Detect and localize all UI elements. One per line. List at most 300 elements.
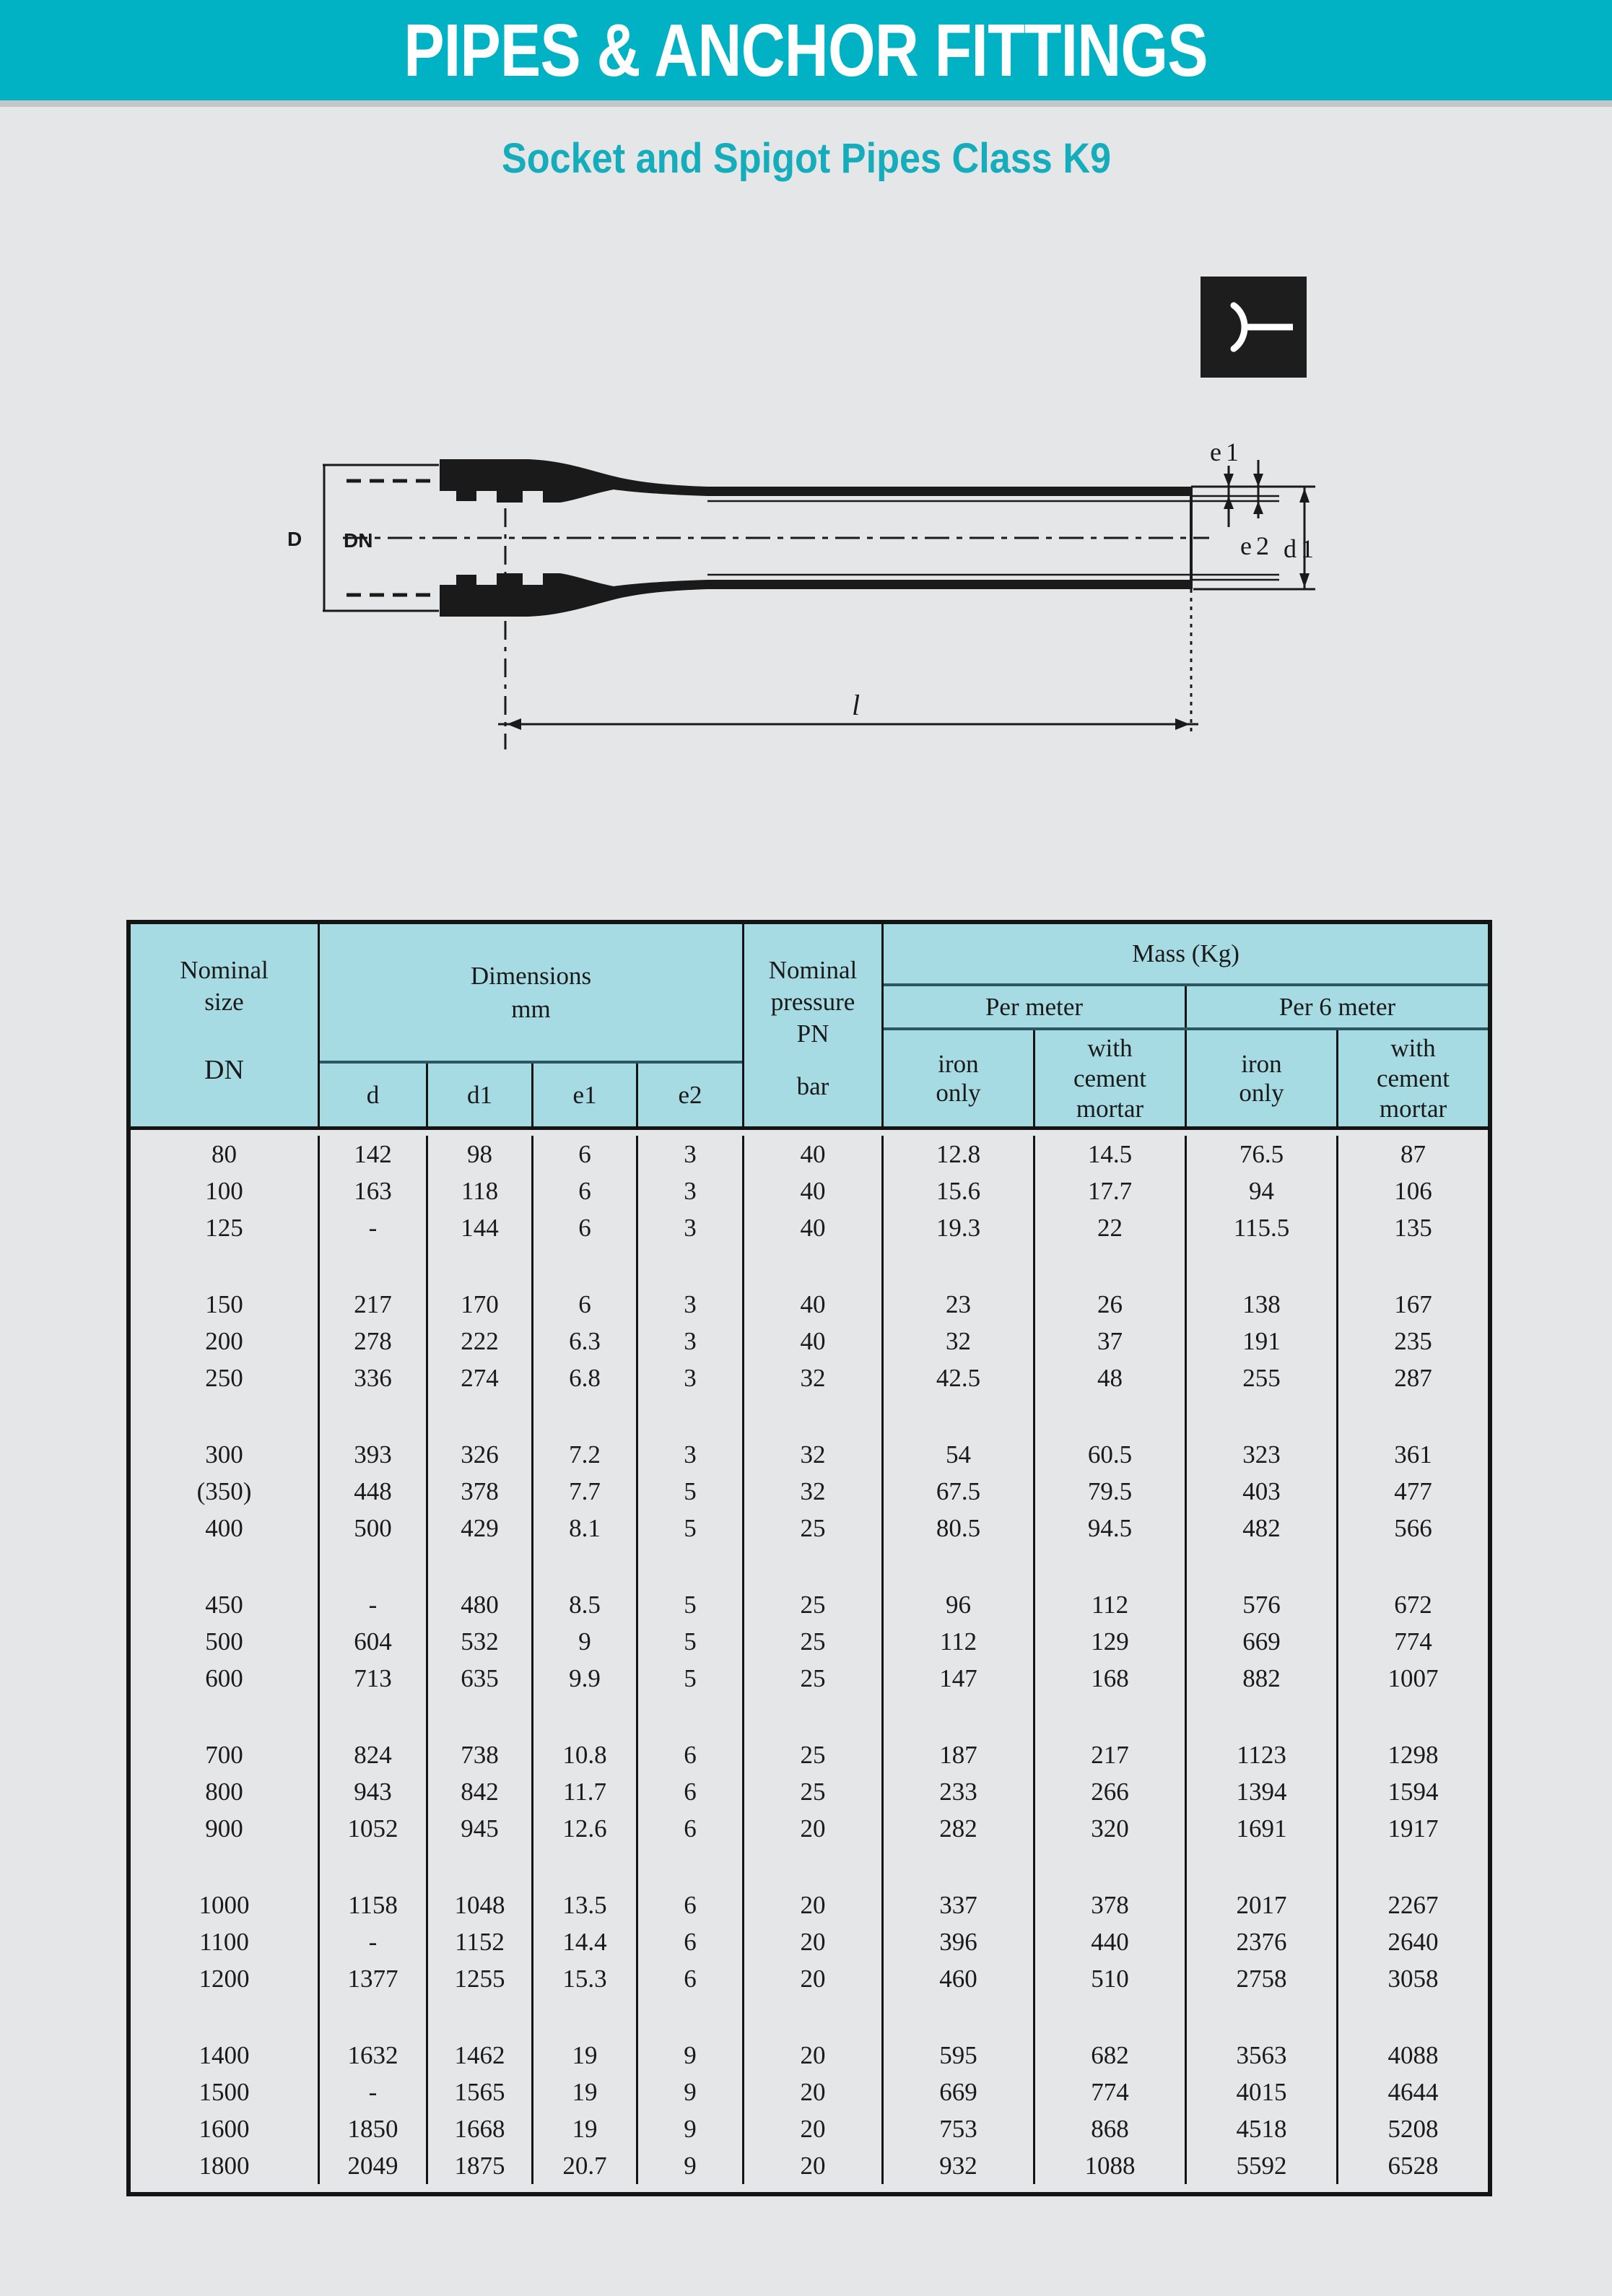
header-per-row bbox=[884, 986, 1488, 1030]
table-cell bbox=[533, 1547, 638, 1586]
header-nominal-size bbox=[131, 924, 320, 1126]
table-cell: 842 bbox=[428, 1773, 533, 1810]
table-row bbox=[131, 1136, 1488, 1173]
table-cell: 900 bbox=[131, 1810, 320, 1847]
table-cell bbox=[428, 1246, 533, 1286]
table-row bbox=[131, 1360, 1488, 1396]
header-label-unit: mm bbox=[511, 994, 551, 1023]
header-with-cement-6m bbox=[1338, 1030, 1488, 1126]
table-cell: 32 bbox=[744, 1436, 884, 1473]
table-header bbox=[131, 924, 1488, 1130]
table-cell: 600 bbox=[131, 1660, 320, 1697]
table-cell: 9 bbox=[638, 2110, 744, 2147]
label-e1: e1 bbox=[1210, 438, 1243, 466]
table-cell: 12.6 bbox=[533, 1810, 638, 1847]
table-cell: 125 bbox=[131, 1209, 320, 1246]
table-cell: - bbox=[320, 1209, 428, 1246]
table-cell: 2267 bbox=[1387, 1890, 1439, 1919]
table-cell: 200 bbox=[131, 1323, 320, 1360]
header-pressure-text: Nominal pressure bbox=[768, 956, 858, 1016]
table-cell: 25 bbox=[744, 1736, 884, 1773]
table-cell: 25 bbox=[744, 1773, 884, 1810]
table-cell: 1565 bbox=[428, 2074, 533, 2110]
header-dimensions-group bbox=[320, 924, 744, 1126]
table-row bbox=[131, 2110, 1488, 2147]
table-cell bbox=[1187, 1847, 1338, 1887]
table-cell: 191 bbox=[1187, 1323, 1338, 1360]
table-cell bbox=[131, 1997, 320, 2037]
table-cell: 20.7 bbox=[533, 2147, 638, 2184]
table-cell: 6 bbox=[638, 1773, 744, 1810]
table-cell bbox=[1187, 1697, 1338, 1736]
table-cell: 1007 bbox=[1387, 1664, 1439, 1692]
header-material-row bbox=[884, 1030, 1488, 1126]
page-banner bbox=[0, 0, 1612, 100]
table-cell bbox=[638, 1997, 744, 2037]
table-cell: 282 bbox=[884, 1810, 1035, 1847]
table-cell: 94.5 bbox=[1035, 1510, 1187, 1547]
table-cell: 163 bbox=[320, 1173, 428, 1209]
table-row bbox=[131, 1623, 1488, 1660]
table-cell: 20 bbox=[744, 2110, 884, 2147]
table-cell bbox=[638, 1396, 744, 1436]
table-cell: 1800 bbox=[131, 2147, 320, 2184]
table-cell: 13.5 bbox=[533, 1887, 638, 1923]
table-row bbox=[131, 1810, 1488, 1847]
table-cell: 15.3 bbox=[533, 1960, 638, 1997]
socket-pipe-icon bbox=[1201, 277, 1307, 378]
table-cell bbox=[320, 1847, 428, 1887]
socket-pipe-symbol-box bbox=[1201, 277, 1307, 378]
table-row bbox=[131, 1887, 1488, 1923]
table-cell: 6.3 bbox=[533, 1323, 638, 1360]
header-per-6-meter: Per 6 meter bbox=[1278, 992, 1396, 1021]
table-cell: 460 bbox=[884, 1960, 1035, 1997]
table-cell: 1462 bbox=[428, 2037, 533, 2074]
table-cell: 7.7 bbox=[533, 1473, 638, 1510]
table-cell: 2758 bbox=[1187, 1960, 1338, 1997]
table-cell: 25 bbox=[744, 1510, 884, 1547]
table-cell: 1875 bbox=[428, 2147, 533, 2184]
table-cell: 4644 bbox=[1387, 2077, 1439, 2106]
table-cell bbox=[638, 1847, 744, 1887]
table-cell: 15.6 bbox=[884, 1173, 1035, 1209]
table-cell bbox=[638, 1246, 744, 1286]
table-cell bbox=[428, 1396, 533, 1436]
table-cell bbox=[533, 1396, 638, 1436]
header-iron-only-6m bbox=[1187, 1030, 1338, 1126]
table-cell: 60.5 bbox=[1035, 1436, 1187, 1473]
table-cell: 274 bbox=[428, 1360, 533, 1396]
header-label: with cement mortar bbox=[1073, 1033, 1147, 1123]
table-spacer-row bbox=[131, 1396, 1488, 1436]
table-cell bbox=[884, 1246, 1035, 1286]
table-cell: 882 bbox=[1187, 1660, 1338, 1697]
table-cell bbox=[428, 1997, 533, 2037]
table-cell: 6528 bbox=[1387, 2151, 1439, 2180]
pipe-spec-table bbox=[126, 920, 1492, 2196]
table-cell: 1052 bbox=[320, 1810, 428, 1847]
table-cell: 6 bbox=[638, 1960, 744, 1997]
table-cell: 576 bbox=[1187, 1586, 1338, 1623]
table-cell: 3 bbox=[638, 1136, 744, 1173]
table-cell bbox=[131, 1847, 320, 1887]
table-cell: 217 bbox=[1035, 1736, 1187, 1773]
header-label: iron only bbox=[936, 1049, 981, 1107]
header-col-d1: d1 bbox=[428, 1064, 533, 1126]
table-cell: 23 bbox=[884, 1286, 1035, 1323]
table-spacer-row bbox=[131, 1246, 1488, 1286]
header-iron-only-m bbox=[884, 1030, 1035, 1126]
table-cell: 595 bbox=[884, 2037, 1035, 2074]
table-cell: 532 bbox=[428, 1623, 533, 1660]
table-cell bbox=[1187, 1396, 1338, 1436]
table-cell: 142 bbox=[320, 1136, 428, 1173]
table-cell: 2640 bbox=[1387, 1927, 1439, 1956]
table-cell bbox=[744, 1547, 884, 1586]
table-cell: 20 bbox=[744, 2147, 884, 2184]
table-row bbox=[131, 1510, 1488, 1547]
table-cell: 1594 bbox=[1387, 1777, 1439, 1806]
table-cell: 1048 bbox=[428, 1887, 533, 1923]
table-cell: 361 bbox=[1394, 1440, 1432, 1469]
table-cell: 25 bbox=[744, 1586, 884, 1623]
table-cell: 48 bbox=[1035, 1360, 1187, 1396]
table-cell: 800 bbox=[131, 1773, 320, 1810]
table-cell: 42.5 bbox=[884, 1360, 1035, 1396]
table-cell: 11.7 bbox=[533, 1773, 638, 1810]
table-cell: 20 bbox=[744, 1887, 884, 1923]
table-cell bbox=[1338, 1396, 1488, 1436]
table-row bbox=[131, 1586, 1488, 1623]
table-cell: 4088 bbox=[1387, 2040, 1439, 2069]
header-mass: Mass (Kg) bbox=[884, 924, 1488, 986]
table-cell: 4015 bbox=[1187, 2074, 1338, 2110]
table-cell: 2017 bbox=[1187, 1887, 1338, 1923]
table-cell: 112 bbox=[884, 1623, 1035, 1660]
table-cell: 1088 bbox=[1035, 2147, 1187, 2184]
table-cell: 500 bbox=[320, 1510, 428, 1547]
table-cell: 19 bbox=[533, 2110, 638, 2147]
table-cell: 25 bbox=[744, 1623, 884, 1660]
table-cell: 40 bbox=[744, 1136, 884, 1173]
table-cell: 510 bbox=[1035, 1960, 1187, 1997]
header-pressure-unit: bar bbox=[796, 1072, 829, 1100]
table-cell: 6 bbox=[638, 1923, 744, 1960]
table-cell: 5 bbox=[638, 1586, 744, 1623]
table-cell: 5 bbox=[638, 1510, 744, 1547]
table-cell: 9 bbox=[638, 2074, 744, 2110]
table-cell: 19 bbox=[533, 2074, 638, 2110]
table-row bbox=[131, 1473, 1488, 1510]
table-cell bbox=[533, 1246, 638, 1286]
table-cell: 129 bbox=[1035, 1623, 1187, 1660]
table-cell bbox=[744, 1396, 884, 1436]
label-D: D bbox=[287, 528, 302, 550]
header-label-dn: DN bbox=[204, 1055, 244, 1085]
table-cell bbox=[1338, 1246, 1488, 1286]
table-cell: 67.5 bbox=[884, 1473, 1035, 1510]
table-cell: 753 bbox=[884, 2110, 1035, 2147]
header-label: iron only bbox=[1239, 1049, 1284, 1107]
table-body bbox=[131, 1130, 1488, 2192]
table-cell: 32 bbox=[884, 1323, 1035, 1360]
table-cell: 26 bbox=[1035, 1286, 1187, 1323]
table-cell: 6 bbox=[638, 1736, 744, 1773]
table-cell: 1500 bbox=[131, 2074, 320, 2110]
table-cell: 138 bbox=[1187, 1286, 1338, 1323]
label-DN: DN bbox=[344, 529, 373, 552]
table-cell: 669 bbox=[1187, 1623, 1338, 1660]
table-cell bbox=[744, 1847, 884, 1887]
table-cell: 6 bbox=[533, 1286, 638, 1323]
table-cell bbox=[884, 1997, 1035, 2037]
header-mass-group bbox=[884, 924, 1488, 1126]
table-cell bbox=[1035, 1847, 1187, 1887]
table-cell: 187 bbox=[884, 1736, 1035, 1773]
table-cell: 9 bbox=[638, 2147, 744, 2184]
table-cell: 1255 bbox=[428, 1960, 533, 1997]
table-cell bbox=[1035, 1396, 1187, 1436]
table-cell: 6 bbox=[533, 1136, 638, 1173]
table-cell bbox=[884, 1847, 1035, 1887]
table-cell: 19 bbox=[533, 2037, 638, 2074]
table-cell: (350) bbox=[131, 1473, 320, 1510]
table-cell: 1400 bbox=[131, 2037, 320, 2074]
table-cell: 40 bbox=[744, 1209, 884, 1246]
header-label: with cement mortar bbox=[1376, 1033, 1450, 1123]
table-cell bbox=[1187, 1246, 1338, 1286]
table-cell: 3 bbox=[638, 1173, 744, 1209]
table-cell: 80 bbox=[131, 1136, 320, 1173]
table-cell: 168 bbox=[1035, 1660, 1187, 1697]
table-row bbox=[131, 1923, 1488, 1960]
table-cell: 6 bbox=[638, 1810, 744, 1847]
table-cell: 1200 bbox=[131, 1960, 320, 1997]
table-row bbox=[131, 2147, 1488, 2184]
table-cell: 378 bbox=[428, 1473, 533, 1510]
table-cell: 80.5 bbox=[884, 1510, 1035, 1547]
table-cell: 1600 bbox=[131, 2110, 320, 2147]
table-cell bbox=[320, 1697, 428, 1736]
table-cell: 76.5 bbox=[1187, 1136, 1338, 1173]
table-cell: 1377 bbox=[320, 1960, 428, 1997]
table-cell: 12.8 bbox=[884, 1136, 1035, 1173]
table-cell: 429 bbox=[428, 1510, 533, 1547]
table-cell: 147 bbox=[884, 1660, 1035, 1697]
table-cell: 738 bbox=[428, 1736, 533, 1773]
table-cell: 40 bbox=[744, 1323, 884, 1360]
table-cell: 1668 bbox=[428, 2110, 533, 2147]
table-cell: 378 bbox=[1035, 1887, 1187, 1923]
table-cell: 40 bbox=[744, 1173, 884, 1209]
table-cell: 20 bbox=[744, 2037, 884, 2074]
table-cell: 250 bbox=[131, 1360, 320, 1396]
table-cell: 118 bbox=[428, 1173, 533, 1209]
table-cell bbox=[744, 1997, 884, 2037]
table-cell: 5 bbox=[638, 1473, 744, 1510]
table-cell: 3058 bbox=[1387, 1964, 1439, 1993]
table-cell: 87 bbox=[1400, 1139, 1426, 1168]
table-cell: 2049 bbox=[320, 2147, 428, 2184]
table-cell: 14.5 bbox=[1035, 1136, 1187, 1173]
table-cell: 96 bbox=[884, 1586, 1035, 1623]
table-cell: 20 bbox=[744, 1923, 884, 1960]
table-cell bbox=[1187, 1997, 1338, 2037]
table-cell: 20 bbox=[744, 1960, 884, 1997]
header-label: Dimensions bbox=[470, 961, 592, 990]
table-cell: 167 bbox=[1394, 1290, 1432, 1318]
table-cell: 8.5 bbox=[533, 1586, 638, 1623]
table-cell: 3 bbox=[638, 1286, 744, 1323]
table-cell: 480 bbox=[428, 1586, 533, 1623]
table-cell: 1152 bbox=[428, 1923, 533, 1960]
table-cell: 3563 bbox=[1187, 2037, 1338, 2074]
table-cell: 400 bbox=[131, 1510, 320, 1547]
label-l: l bbox=[852, 689, 861, 721]
table-cell: - bbox=[320, 1586, 428, 1623]
header-with-cement-m bbox=[1035, 1030, 1187, 1126]
table-cell: 932 bbox=[884, 2147, 1035, 2184]
table-cell: 3 bbox=[638, 1323, 744, 1360]
table-cell bbox=[884, 1396, 1035, 1436]
table-cell: 25 bbox=[744, 1660, 884, 1697]
table-cell bbox=[638, 1547, 744, 1586]
table-cell: 320 bbox=[1035, 1810, 1187, 1847]
table-cell: - bbox=[320, 1923, 428, 1960]
table-cell: 566 bbox=[1394, 1513, 1432, 1542]
table-spacer-row bbox=[131, 1697, 1488, 1736]
table-cell: 1917 bbox=[1387, 1814, 1439, 1843]
table-cell bbox=[1338, 1847, 1488, 1887]
table-cell: 54 bbox=[884, 1436, 1035, 1473]
table-cell: 4518 bbox=[1187, 2110, 1338, 2147]
table-cell: 635 bbox=[428, 1660, 533, 1697]
table-cell bbox=[320, 1396, 428, 1436]
table-cell: 20 bbox=[744, 2074, 884, 2110]
table-cell: 10.8 bbox=[533, 1736, 638, 1773]
table-cell: 1394 bbox=[1187, 1773, 1338, 1810]
table-cell: 500 bbox=[131, 1623, 320, 1660]
table-cell: 682 bbox=[1035, 2037, 1187, 2074]
page-title: PIPES & ANCHOR FITTINGS bbox=[404, 8, 1208, 92]
table-spacer-row bbox=[131, 1547, 1488, 1586]
table-row bbox=[131, 1660, 1488, 1697]
table-cell: 19.3 bbox=[884, 1209, 1035, 1246]
table-cell bbox=[744, 1246, 884, 1286]
table-cell bbox=[428, 1847, 533, 1887]
table-cell: 403 bbox=[1187, 1473, 1338, 1510]
table-cell: 824 bbox=[320, 1736, 428, 1773]
table-cell bbox=[131, 1396, 320, 1436]
label-d1: d1 bbox=[1284, 534, 1318, 563]
table-cell: 8.1 bbox=[533, 1510, 638, 1547]
table-cell: 235 bbox=[1394, 1326, 1432, 1355]
table-row bbox=[131, 1736, 1488, 1773]
table-cell: 9.9 bbox=[533, 1660, 638, 1697]
table-cell: 3 bbox=[638, 1360, 744, 1396]
table-cell: 233 bbox=[884, 1773, 1035, 1810]
table-cell: 326 bbox=[428, 1436, 533, 1473]
header-col-e2: e2 bbox=[678, 1080, 702, 1109]
table-row bbox=[131, 1286, 1488, 1323]
table-cell: 396 bbox=[884, 1923, 1035, 1960]
table-cell: 37 bbox=[1035, 1323, 1187, 1360]
table-cell bbox=[533, 1847, 638, 1887]
table-cell bbox=[533, 1997, 638, 2037]
table-cell: 2376 bbox=[1187, 1923, 1338, 1960]
table-cell bbox=[131, 1246, 320, 1286]
table-cell: 1000 bbox=[131, 1887, 320, 1923]
table-cell: 943 bbox=[320, 1773, 428, 1810]
table-cell: 672 bbox=[1394, 1590, 1432, 1619]
table-row bbox=[131, 2037, 1488, 2074]
table-cell: 1691 bbox=[1187, 1810, 1338, 1847]
table-cell: 3 bbox=[638, 1436, 744, 1473]
table-cell: 9 bbox=[533, 1623, 638, 1660]
table-cell: 135 bbox=[1394, 1213, 1432, 1242]
table-cell: 79.5 bbox=[1035, 1473, 1187, 1510]
table-cell bbox=[1035, 1697, 1187, 1736]
table-cell: 300 bbox=[131, 1436, 320, 1473]
table-cell: 94 bbox=[1187, 1173, 1338, 1209]
header-label: Nominal size bbox=[180, 956, 269, 1016]
table-cell bbox=[1035, 1547, 1187, 1586]
table-cell: 222 bbox=[428, 1323, 533, 1360]
table-cell: 5592 bbox=[1187, 2147, 1338, 2184]
header-col-d: d bbox=[320, 1064, 428, 1126]
table-row bbox=[131, 1209, 1488, 1246]
table-cell: 337 bbox=[884, 1887, 1035, 1923]
table-cell: 266 bbox=[1035, 1773, 1187, 1810]
table-cell bbox=[638, 1697, 744, 1736]
table-cell: 774 bbox=[1394, 1627, 1432, 1656]
header-pressure-code: PN bbox=[796, 1019, 829, 1048]
table-cell: 115.5 bbox=[1187, 1209, 1338, 1246]
header-dimensions bbox=[320, 924, 742, 1064]
table-cell: 450 bbox=[131, 1586, 320, 1623]
table-cell bbox=[884, 1547, 1035, 1586]
table-cell: 100 bbox=[131, 1173, 320, 1209]
table-cell: 170 bbox=[428, 1286, 533, 1323]
table-cell bbox=[744, 1697, 884, 1736]
header-per-meter: Per meter bbox=[884, 986, 1187, 1027]
table-cell: 6 bbox=[533, 1209, 638, 1246]
table-cell: 1298 bbox=[1387, 1740, 1439, 1769]
table-row bbox=[131, 1323, 1488, 1360]
table-cell: 1850 bbox=[320, 2110, 428, 2147]
table-spacer-row bbox=[131, 1997, 1488, 2037]
header-col-e1: e1 bbox=[533, 1064, 638, 1126]
label-e2: e2 bbox=[1240, 531, 1273, 560]
table-cell bbox=[428, 1697, 533, 1736]
table-cell: 6 bbox=[638, 1887, 744, 1923]
table-cell: 1100 bbox=[131, 1923, 320, 1960]
table-spacer-row bbox=[131, 1847, 1488, 1887]
table-cell: 393 bbox=[320, 1436, 428, 1473]
table-cell bbox=[1035, 1246, 1187, 1286]
banner-divider bbox=[0, 100, 1612, 107]
table-cell: 32 bbox=[744, 1473, 884, 1510]
table-cell: 98 bbox=[428, 1136, 533, 1173]
table-cell: 440 bbox=[1035, 1923, 1187, 1960]
table-cell: 217 bbox=[320, 1286, 428, 1323]
table-row bbox=[131, 1773, 1488, 1810]
table-cell: 448 bbox=[320, 1473, 428, 1510]
table-cell: 3 bbox=[638, 1209, 744, 1246]
table-cell: 278 bbox=[320, 1323, 428, 1360]
table-cell: 669 bbox=[884, 2074, 1035, 2110]
